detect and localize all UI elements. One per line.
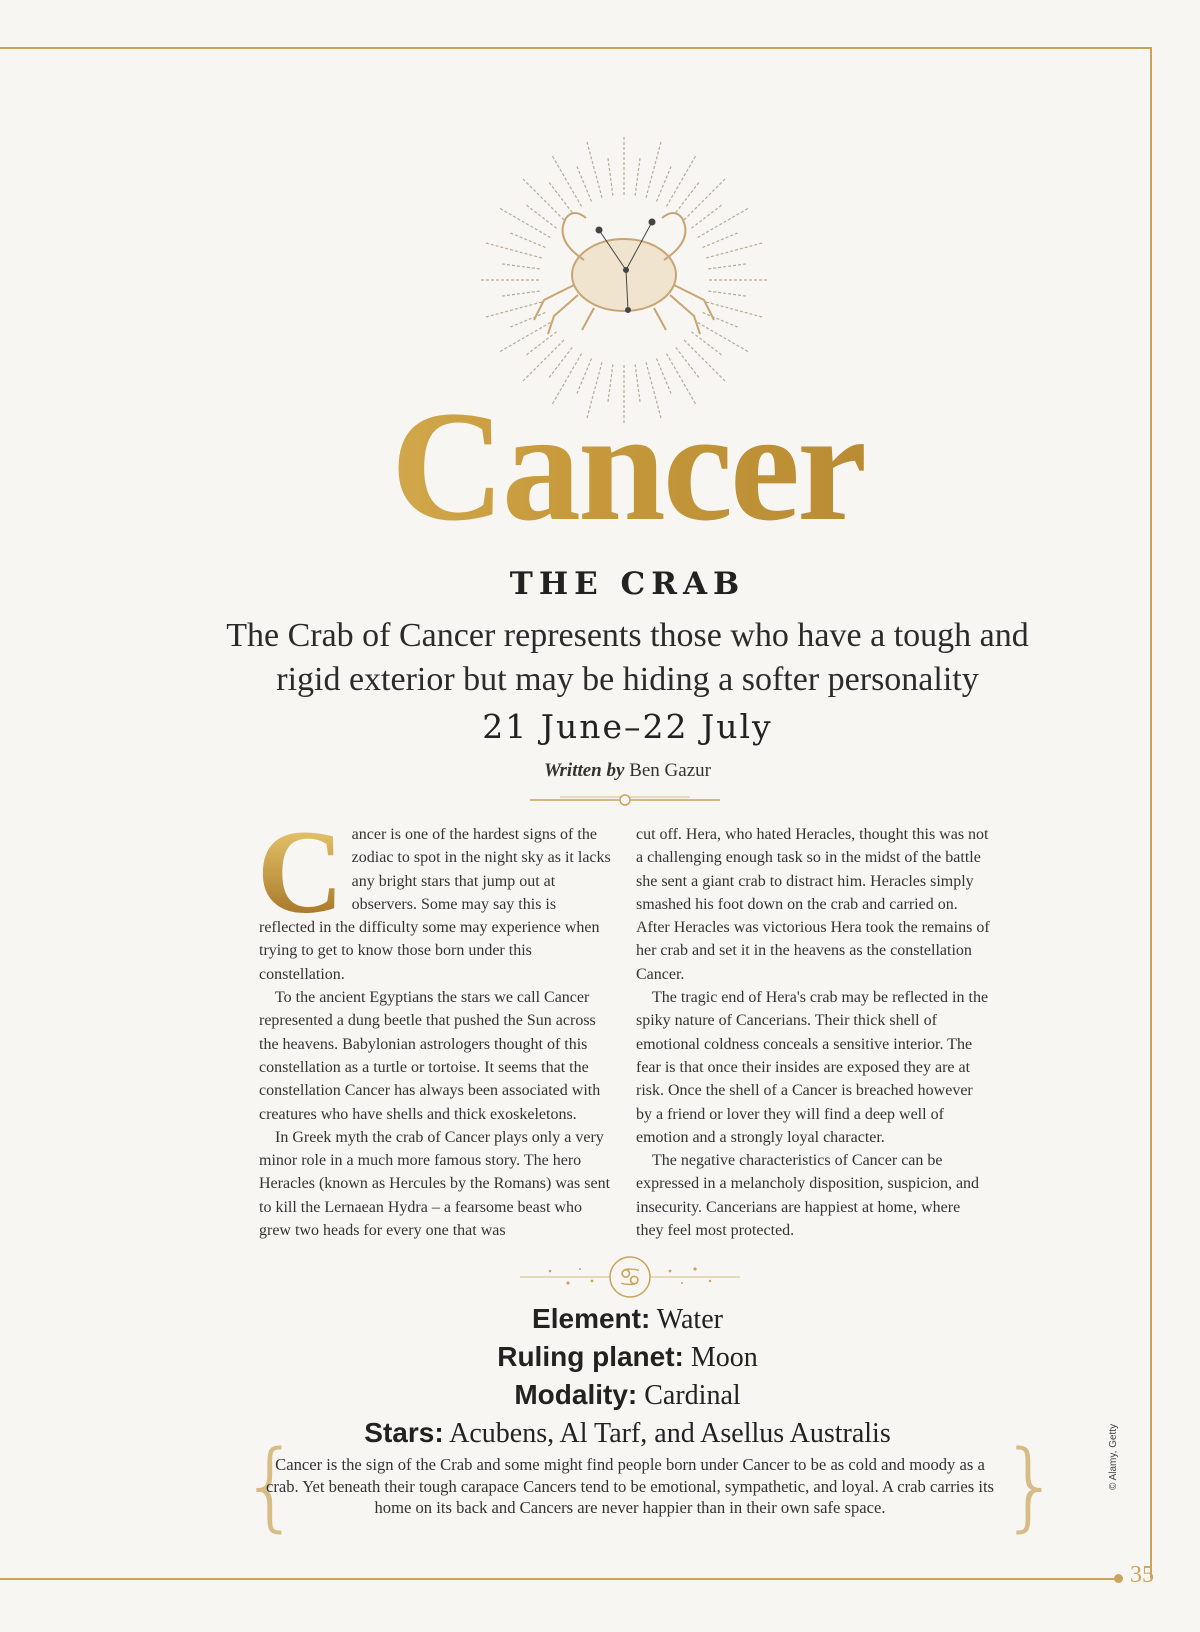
divider-ornament [530,793,720,807]
summary-text: Cancer is the sign of the Crab and some might find people born under Cancer to be as cold and moody as a crab. Yet beneath their tough carapace Cancers tend to be emotional, sympathetic, and loyal. A crab carries its home on its back and Cancers are never happier than in their own safe space. [265,1455,995,1517]
sunburst-ray [703,313,740,328]
article-paragraph: cut off. Hera, who hated Heracles, thought this was not a challenging enough task so in the midst of the battle she sent a giant crab to distract him. Heracles simply smashed his foot down on the crab and carried on. After Heracles was victorious Hera took the remains of her crab and set it in the heavens as the constellation Cancer. [636,826,990,983]
sunburst-ray [657,165,672,202]
sunburst-ray [509,313,546,328]
frame-bottom-line [0,1578,1120,1580]
fact-element: Element: Water [532,1303,723,1335]
fact-ruling-planet: Ruling planet: Moon [497,1341,758,1373]
sunburst-ray [509,232,546,247]
sunburst-ray [646,140,662,198]
sunburst-ray [708,291,748,296]
byline [0,760,1200,782]
sunburst-ray [667,154,697,206]
sunburst-ray [608,156,613,196]
sunburst-ray [698,323,750,353]
sunburst-ray [500,291,540,296]
fact-stars: Stars: Acubens, Al Tarf, and Asellus Australis [364,1417,891,1449]
sunburst-ray [500,264,540,269]
sunburst-ray [706,242,764,258]
sunburst-ray [552,154,582,206]
byline-label: Written by [544,760,625,781]
frame-top-line [0,47,1151,49]
sunburst-ray [708,264,748,269]
frame-dot [1114,1574,1123,1583]
cancer-symbol-icon [520,1255,740,1299]
article-paragraph: C ancer is one of the hardest signs of the zodiac to spot in the night sky as it lacks any bright stars that jump out at observers. Some may say this is reflected in the difficulty some may experience when trying to get to know those born under this constellation. [257,805,611,983]
left-brace-icon: { [240,1430,302,1542]
sunburst-ray [498,208,550,238]
article-paragraph: The tragic end of Hera's crab may be reflected in the spiky nature of Cancerians. Their thick shell of emotional coldness conceals a sensitive interior. The fear is that once their insides are exposed they are at risk. Once the shell of a Cancer is breached however by a friend or lover they will find a deep well of emotion and a strongly loyal character. [636,989,989,1146]
svg-text:♋: ♋ [618,1263,642,1293]
article-paragraph: To the ancient Egyptians the stars we call Cancer represented a dung beetle that pushed the Sun across the heavens. Babylonian astrologers thought of this constellation as a turtle or tortoise. It seems that the constellation Cancer has always been associated with creatures who have shells and thick exoskeletons. [259,989,601,1123]
right-brace-icon: } [1000,1430,1062,1542]
intro-standfirst: The Crab of Cancer represents those who have a tough and rigid exterior but may be hiding a softer personality [226,617,1029,698]
subtitle: THE CRAB [509,566,746,602]
sunburst-ray [521,340,563,382]
sunburst-ray [684,340,726,382]
photo-credit: © Alamy, Getty [1108,1423,1119,1490]
sunburst-ray [576,165,591,202]
fact-modality: Modality: Cardinal [514,1379,741,1411]
sunburst-ray [706,302,764,318]
article-column-left [257,805,614,1242]
sunburst-ray [635,156,640,196]
drop-cap: C [257,805,344,938]
sunburst-ray [521,177,563,219]
article-paragraph: In Greek myth the crab of Cancer plays only a very minor role in a much more famous story. The hero Heracles (known as Hercules by the Romans) was sent to kill the Lernaean Hydra – a fearsome beast who grew two heads for every one that was [259,1128,611,1240]
sunburst-ray [484,302,542,318]
sunburst-ray [484,242,542,258]
page-number: 35 [1130,1562,1154,1588]
sunburst-ray [498,323,550,353]
article-column-right [636,823,991,1242]
sunburst-ray [586,140,602,198]
sunburst-ray [684,177,726,219]
page-title: Cancer [0,388,1200,546]
date-range: 21 June–22 July [482,707,773,746]
sunburst-ray [703,232,740,247]
byline-author: Ben Gazur [629,760,711,781]
sunburst-ray [698,208,750,238]
article-paragraph: The negative characteristics of Cancer can be expressed in a melancholy disposition, suspicion, and insecurity. Cancerians are happiest at home, where they feel most protected. [636,1152,980,1240]
